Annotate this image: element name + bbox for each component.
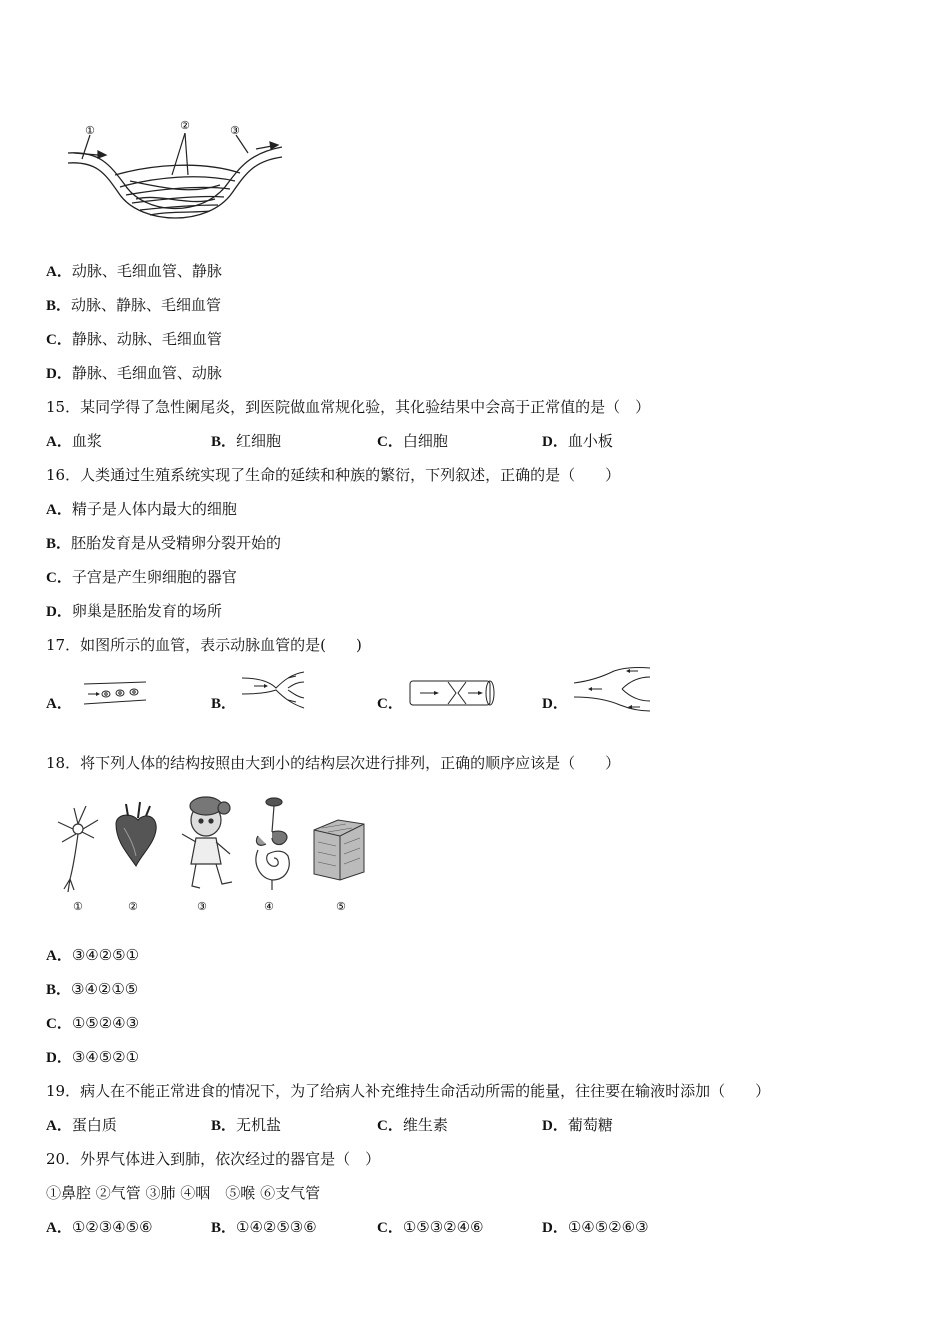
heart-icon	[116, 802, 156, 866]
option[interactable]: D．葡萄糖	[542, 1116, 613, 1134]
question-stem: 17．如图所示的血管，表示动脉血管的是( )	[46, 636, 362, 654]
question-stem: 19．病人在不能正常进食的情况下，为了给病人补充维持生命活动所需的能量，往往要在输液时添加（ ）	[46, 1082, 771, 1100]
option-row	[46, 1217, 846, 1239]
option[interactable]: B．红细胞	[211, 432, 282, 450]
option[interactable]: B．①④②⑤③⑥	[211, 1218, 317, 1236]
option[interactable]: D．①④⑤②⑥③	[542, 1218, 649, 1236]
structure-levels-figure	[46, 794, 376, 916]
option[interactable]: B．胚胎发育是从受精卵分裂开始的	[46, 534, 282, 552]
question-stem: 18．将下列人体的结构按照由大到小的结构层次进行排列，正确的顺序应该是（ ）	[46, 754, 621, 772]
figure-label: ③	[197, 900, 207, 913]
option-row	[46, 431, 846, 453]
option[interactable]: A．③④②⑤①	[46, 946, 140, 964]
option[interactable]: A．蛋白质	[46, 1116, 117, 1134]
vessel-b-figure	[240, 670, 306, 710]
option[interactable]: A．血浆	[46, 432, 102, 450]
neuron-icon	[58, 806, 98, 892]
figure-label: ⑤	[336, 900, 346, 913]
option[interactable]: C．	[377, 696, 403, 712]
option[interactable]: C．白细胞	[377, 432, 448, 450]
digestive-system-icon	[256, 798, 289, 890]
option[interactable]: A．动脉、毛细血管、静脉	[46, 262, 222, 280]
figure-label: ②	[180, 119, 190, 132]
tissue-block-icon	[314, 820, 364, 880]
option[interactable]: C．静脉、动脉、毛细血管	[46, 330, 222, 348]
option[interactable]: A．	[46, 696, 72, 712]
question-stem: 16．人类通过生殖系统实现了生命的延续和种族的繁衍，下列叙述，正确的是（ ）	[46, 466, 621, 484]
vessel-a-figure	[82, 676, 148, 710]
question-stem: 20．外界气体进入到肺，依次经过的器官是（ ）	[46, 1150, 381, 1168]
capillary-network-figure	[60, 115, 290, 245]
option[interactable]: B．动脉、静脉、毛细血管	[46, 296, 222, 314]
option[interactable]: C．子宫是产生卵细胞的器官	[46, 568, 237, 586]
figure-label: ②	[128, 900, 138, 913]
option[interactable]: D．	[542, 696, 568, 712]
figure-label: ④	[264, 900, 274, 913]
option[interactable]: C．①⑤②④③	[46, 1014, 140, 1032]
figure-label: ①	[73, 900, 83, 913]
option[interactable]: A．精子是人体内最大的细胞	[46, 500, 237, 518]
option[interactable]: C．①⑤③②④⑥	[377, 1218, 484, 1236]
vessel-d-figure	[572, 665, 652, 713]
option[interactable]: B．	[211, 696, 237, 712]
figure-label: ③	[230, 124, 240, 137]
option[interactable]: B．无机盐	[211, 1116, 282, 1134]
question-items: ①鼻腔 ②气管 ③肺 ④咽 ⑤喉 ⑥支气管	[46, 1184, 321, 1202]
figure-label: ①	[85, 124, 95, 137]
vessel-c-figure	[408, 678, 496, 708]
option[interactable]: D．卵巢是胚胎发育的场所	[46, 602, 222, 620]
option[interactable]: D．血小板	[542, 432, 613, 450]
option[interactable]: D．静脉、毛细血管、动脉	[46, 364, 222, 382]
option[interactable]: A．①②③④⑤⑥	[46, 1218, 153, 1236]
option[interactable]: B．③④②①⑤	[46, 980, 139, 998]
option[interactable]: D．③④⑤②①	[46, 1048, 140, 1066]
girl-icon	[182, 797, 232, 888]
question-stem: 15．某同学得了急性阑尾炎，到医院做血常规化验，其化验结果中会高于正常值的是（ ）	[46, 398, 651, 416]
option-row	[46, 1115, 846, 1137]
option[interactable]: C．维生素	[377, 1116, 448, 1134]
